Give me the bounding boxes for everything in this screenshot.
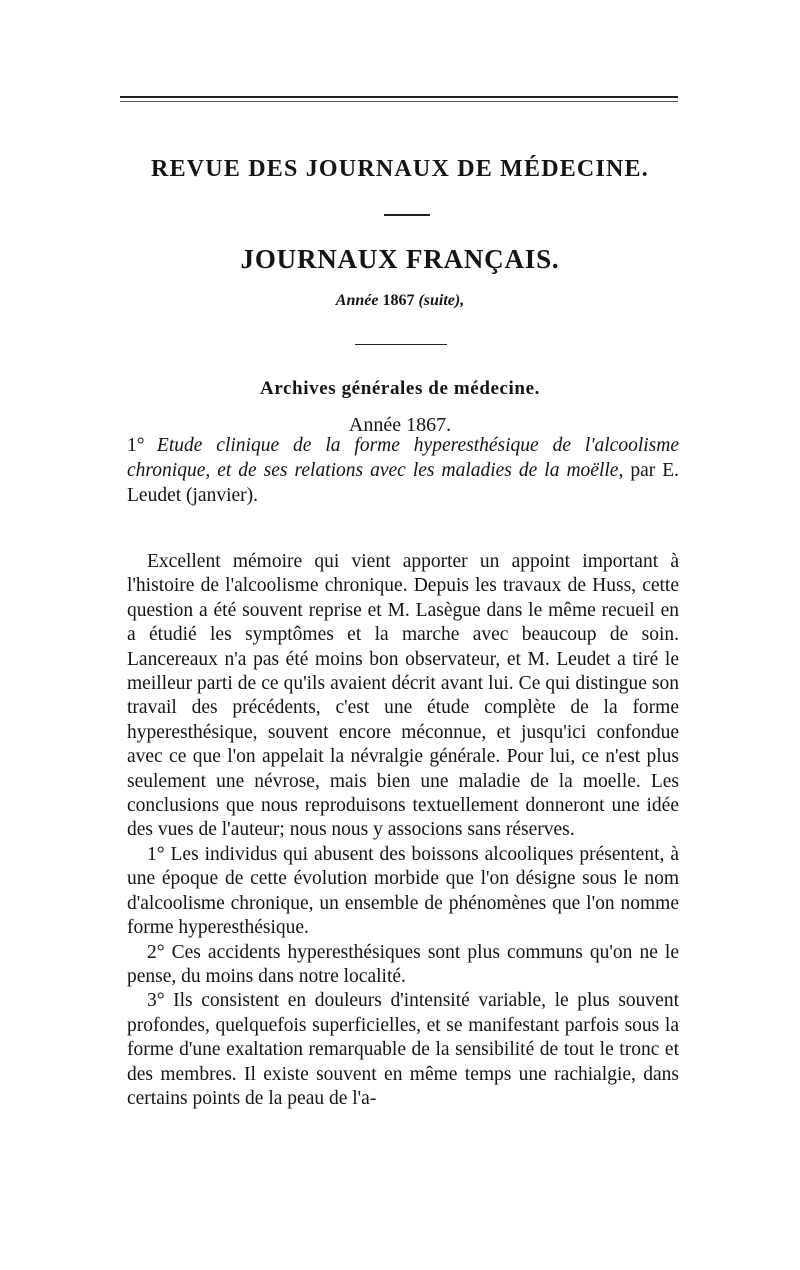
citation-number: 1° — [127, 435, 145, 456]
top-rule-thin — [120, 101, 678, 102]
page-title: REVUE DES JOURNAUX DE MÉDECINE. — [151, 156, 649, 182]
subtitle-year: 1867 — [382, 292, 415, 309]
separator-rule — [384, 214, 430, 216]
top-rule — [120, 96, 678, 98]
subtitle-suffix: (suite), — [418, 292, 465, 309]
separator-rule — [355, 344, 447, 345]
subtitle-year-label: Année — [335, 292, 379, 309]
article-body — [127, 550, 679, 1111]
paragraph: 3° Ils consistent en douleurs d'intensité variable, le plus souvent profondes, quelquefois superficielles, et se manifestant parfois sous la forme d'une exaltation remarquable de la sensibilité de tout le tronc et des membres. Il existe souvent en même temps une rachialgie, dans certains points de la peau de l'a- — [127, 990, 679, 1109]
paragraph: 2° Ces accidents hyperesthésiques sont plus communs qu'on ne le pense, du moins dans notre localité. — [127, 941, 679, 987]
citation-author: par E. Leudet (janvier). — [127, 460, 680, 506]
section-title: JOURNAUX FRANÇAIS. — [240, 244, 560, 274]
journal-title: Archives générales de médecine. — [260, 378, 540, 399]
journal-year: Année 1867. — [348, 414, 452, 436]
section-subtitle — [100, 292, 700, 310]
paragraph: 1° Les individus qui abusent des boissons alcooliques présentent, à une époque de cette évolution morbide que l'on désigne sous le nom d'alcoolisme chronique, un ensemble de phénomènes que l'on nomme forme hyperesthésique. — [127, 843, 679, 939]
paragraph: Excellent mémoire qui vient apporter un appoint important à l'histoire de l'alcoolisme chronique. Depuis les travaux de Huss, cette question a été souvent reprise et M. Lasègue dans le même recueil en a étudié les symptômes et la marche avec beaucoup de soin. Lancereaux n'a pas été moins bon observateur, et M. Leudet a tiré le meilleur parti de ce qu'ils avaient décrit avant lui. Ce qui distingue son travail des précédents, c'est une étude complète de la forme hyperesthésique, souvent encore méconnue, et jusqu'ici confondue avec ce que l'on appelait la névralgie générale. Pour lui, ce n'est plus seulement une névrose, mais bien une maladie de la moelle. Les conclusions que nous reproduisons textuellement donneront une idée des vues de l'auteur; nous nous y associons sans réserves. — [127, 551, 679, 841]
citation — [127, 433, 679, 508]
citation-title: Etude clinique de la forme hyperesthésique de l'alcoolisme chronique, et de ses relations avec les maladies de la moëlle, — [127, 435, 679, 481]
